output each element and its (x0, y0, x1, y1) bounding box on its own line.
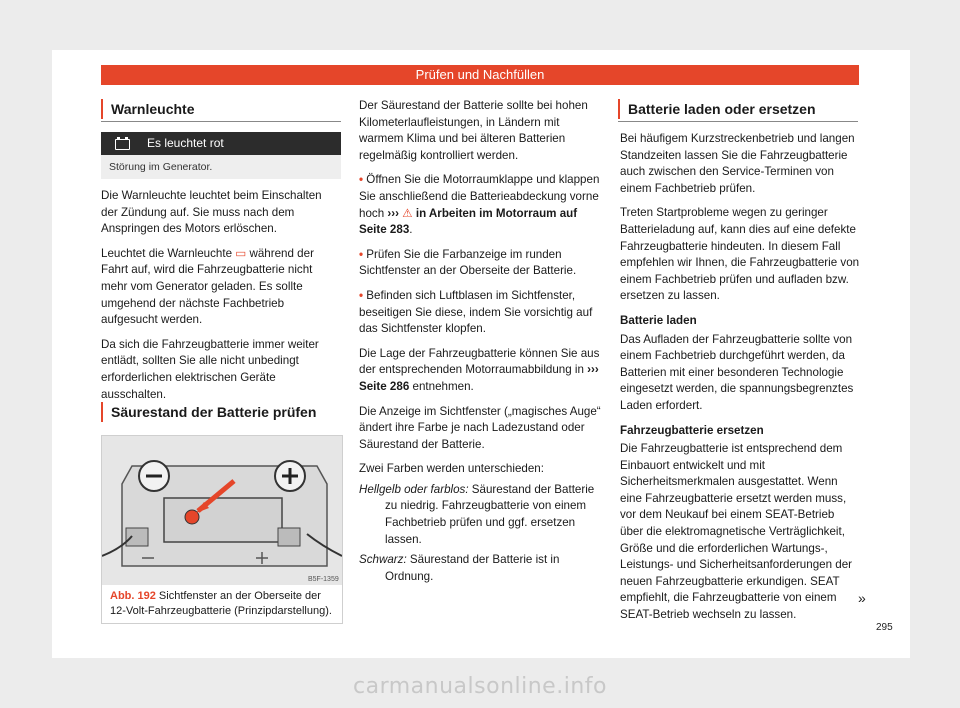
warning-light-description: Störung im Generator. (101, 155, 341, 179)
paragraph: Die Warnleuchte leuchtet beim Einschalten der Zündung auf. Sie muss nach dem Anspringen des Motors erlöschen. (101, 189, 322, 236)
paragraph: Zwei Farben werden unterschieden: (359, 462, 544, 476)
battery-warning-icon (115, 139, 130, 150)
paragraph: Der Säurestand der Batterie sollte bei hohen Kilometerlaufleistungen, in Ländern mit warmem Klima und bei älteren Batterien regelmäßig kontrolliert werden. (359, 99, 588, 162)
paragraph: Die Anzeige im Sichtfenster („magisches Auge“ ändert ihre Farbe je nach Ladezustand oder Säurestand der Batterie. (359, 404, 601, 451)
cross-reference-text[interactable]: in Arbeiten im Motorraum auf Seite 283 (359, 206, 578, 237)
watermark: carmanualsonline.info (353, 674, 607, 699)
page-header: Prüfen und Nachfüllen (101, 65, 859, 85)
definition-item: Hellgelb oder farblos: Säurestand der Batterie zu niedrig. Fahrzeugbatterie von einem Fachbetrieb prüfen und ggf. ersetzen lassen. (359, 482, 595, 546)
paragraph: Leuchtet die Warnleuchte ▭ während der Fahrt auf, wird die Fahrzeugbatterie nicht mehr vom Generator geladen. Es sollte umgehend der nächste Fachbetrieb aufgesucht werden. (101, 246, 314, 327)
warning-light-state: Es leuchtet rot (147, 136, 224, 150)
divider (101, 121, 341, 122)
right-column-text (620, 131, 860, 632)
section-title-batterie-laden: Batterie laden oder ersetzen (618, 99, 816, 119)
paragraph: Da sich die Fahrzeugbatterie immer weiter entlädt, sollten Sie alle nicht unbedingt erforderlichen elektrischen Geräte ausschalten. (101, 337, 319, 401)
paragraph: Treten Startprobleme wegen zu geringer Batterieladung auf, kann dies auf eine defekte Fahrzeugbatterie hindeuten. In diesem Fall empfehlen wir Ihnen, die Fahrzeugbatterie von einem Fachbetrieb prüfen und aufladen bzw. ersetzen zu lassen. (620, 206, 860, 303)
divider (618, 121, 858, 122)
subheading: Batterie laden (620, 313, 697, 327)
figure-caption: Abb. 192 Sichtfenster an der Oberseite der 12-Volt-Fahrzeugbatterie (Prinzipdarstellung). (110, 590, 332, 617)
battery-illustration (102, 436, 342, 585)
figure-battery (101, 435, 343, 624)
figure-code: B5F-1359 (308, 576, 339, 583)
battery-warning-icon: ▭ (235, 246, 247, 260)
paragraph: Die Lage der Fahrzeugbatterie können Sie aus der entsprechenden Motorraumabbildung in ››› Seite 286 entnehmen. (359, 346, 600, 393)
battery-drawing (102, 436, 342, 585)
bullet-item: • Prüfen Sie die Farbanzeige im runden Sichtfenster an der Oberseite der Batterie. (359, 247, 577, 278)
section-title-warnleuchte: Warnleuchte (101, 99, 195, 119)
paragraph: Das Aufladen der Fahrzeugbatterie sollte von einem Fachbetrieb durchgeführt werden, da Batterien mit einer besonderen Technologie eingesetzt werden, die spannungsbegrenztes Laden erfordert. (620, 332, 854, 412)
continued-marker: » (858, 590, 866, 606)
section-title-saeurestand: Säurestand der Batterie prüfen (101, 402, 316, 422)
paragraph: Bei häufigem Kurzstreckenbetrieb und langen Standzeiten lassen Sie die Fahrzeugbatterie auch zwischen den Service-Terminen von einem Fachbetrieb prüfen. (620, 132, 855, 195)
cross-reference-link[interactable]: ››› Seite 286 (359, 363, 599, 393)
page-number: 295 (876, 622, 893, 633)
bullet-item: • Öffnen Sie die Motorraumklappe und klappen Sie anschließend die Batterieabdeckung vorne hoch ››› ⚠ in Arbeiten im Motorraum auf Seite 283. (359, 173, 600, 237)
cross-reference-link[interactable]: ››› (387, 206, 399, 220)
bullet-item: • Befinden sich Luftblasen im Sichtfenster, beseitigen Sie diese, indem Sie vorsichtig auf das Sichtfenster klopfen. (359, 288, 593, 336)
warning-triangle-icon: ⚠ (402, 206, 413, 220)
paragraph: Die Fahrzeugbatterie ist entsprechend dem Einbauort entwickelt und mit Sicherheitsmerkmalen ausgestattet. Wenn eine Fahrzeugbatterie ersetzt werden muss, vor dem Neukauf bei einem SEAT-Betrieb über die elektromagnetische Verträglichkeit, Größe und die erforderlichen Wartungs-, Leistungs- und Sicherheitsanforderungen der neuen Fahrzeugbatterie erkundigen. SEAT empfiehlt, die Fahrzeugbatterie von einem SEAT-Betrieb wechseln zu lassen. (620, 442, 853, 622)
subheading: Fahrzeugbatterie ersetzen (620, 423, 764, 437)
warning-light-header (101, 132, 341, 155)
definition-item: Schwarz: Säurestand der Batterie ist in Ordnung. (359, 553, 560, 583)
left-column-text (101, 188, 341, 411)
middle-column-text (359, 98, 601, 593)
